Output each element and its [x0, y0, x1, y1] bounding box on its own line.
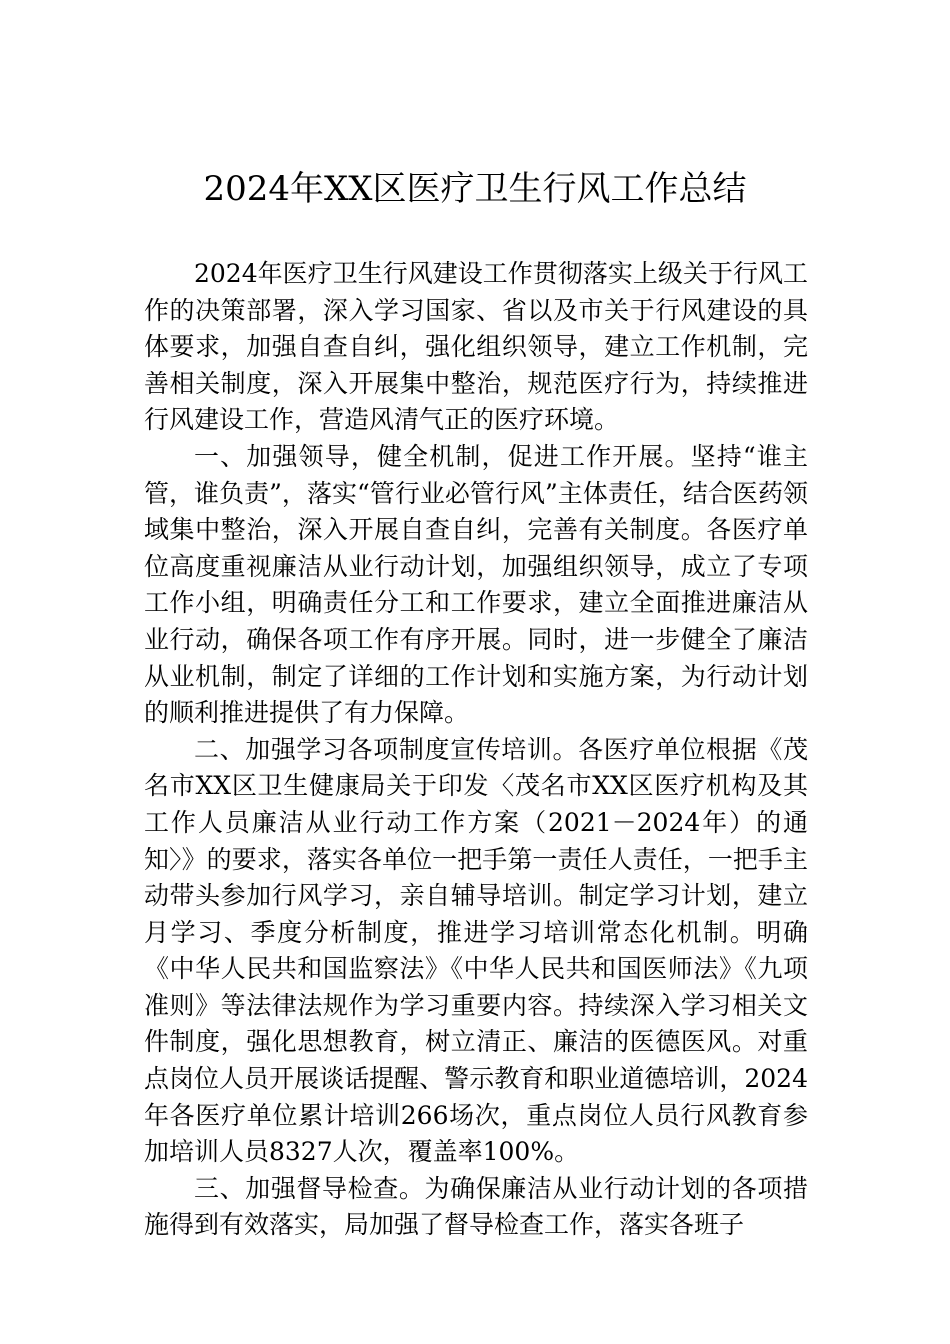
document-title: 2024年XX区医疗卫生行风工作总结: [203, 169, 747, 209]
paragraph-section-3: 三、加强督导检查。为确保廉洁从业行动计划的各项措施得到有效落实，局加强了督导检查工作，落实各班子: [144, 1173, 808, 1240]
paragraph-intro: 2024年医疗卫生行风建设工作贯彻落实上级关于行风工作的决策部署，深入学习国家、省以及市关于行风建设的具体要求，加强自查自纠，强化组织领导，建立工作机制，完善相关制度，深入开展集中整治，规范医疗行为，持续推进行风建设工作，营造风清气正的医疗环境。: [144, 259, 808, 435]
document-body: [144, 256, 808, 1244]
paragraph-section-2: 二、加强学习各项制度宣传培训。各医疗单位根据《茂名市XX区卫生健康局关于印发〈茂名市XX区医疗机构及其工作人员廉洁从业行动工作方案（2021－2024年）的通知〉》的要求，落实各单位一把手第一责任人责任，一把手主动带头参加行风学习，亲自辅导培训。制定学习计划，建立月学习、季度分析制度，推进学习培训常态化机制。明确《中华人民共和国监察法》《中华人民共和国医师法》《九项准则》等法律法规作为学习重要内容。持续深入学习相关文件制度，强化思想教育，树立清正、廉洁的医德医风。对重点岗位人员开展谈话提醒、警示教育和职业道德培训，2024年各医疗单位累计培训266场次，重点岗位人员行风教育参加培训人员8327人次，覆盖率100%。: [144, 734, 808, 1167]
paragraph-section-1: 一、加强领导，健全机制，促进工作开展。坚持“谁主管，谁负责”，落实“管行业必管行风”主体责任，结合医药领域集中整治，深入开展自查自纠，完善有关制度。各医疗单位高度重视廉洁从业行动计划，加强组织领导，成立了专项工作小组，明确责任分工和工作要求，建立全面推进廉洁从业行动，确保各项工作有序开展。同时，进一步健全了廉洁从业机制，制定了详细的工作计划和实施方案，为行动计划的顺利推进提供了有力保障。: [144, 441, 808, 728]
